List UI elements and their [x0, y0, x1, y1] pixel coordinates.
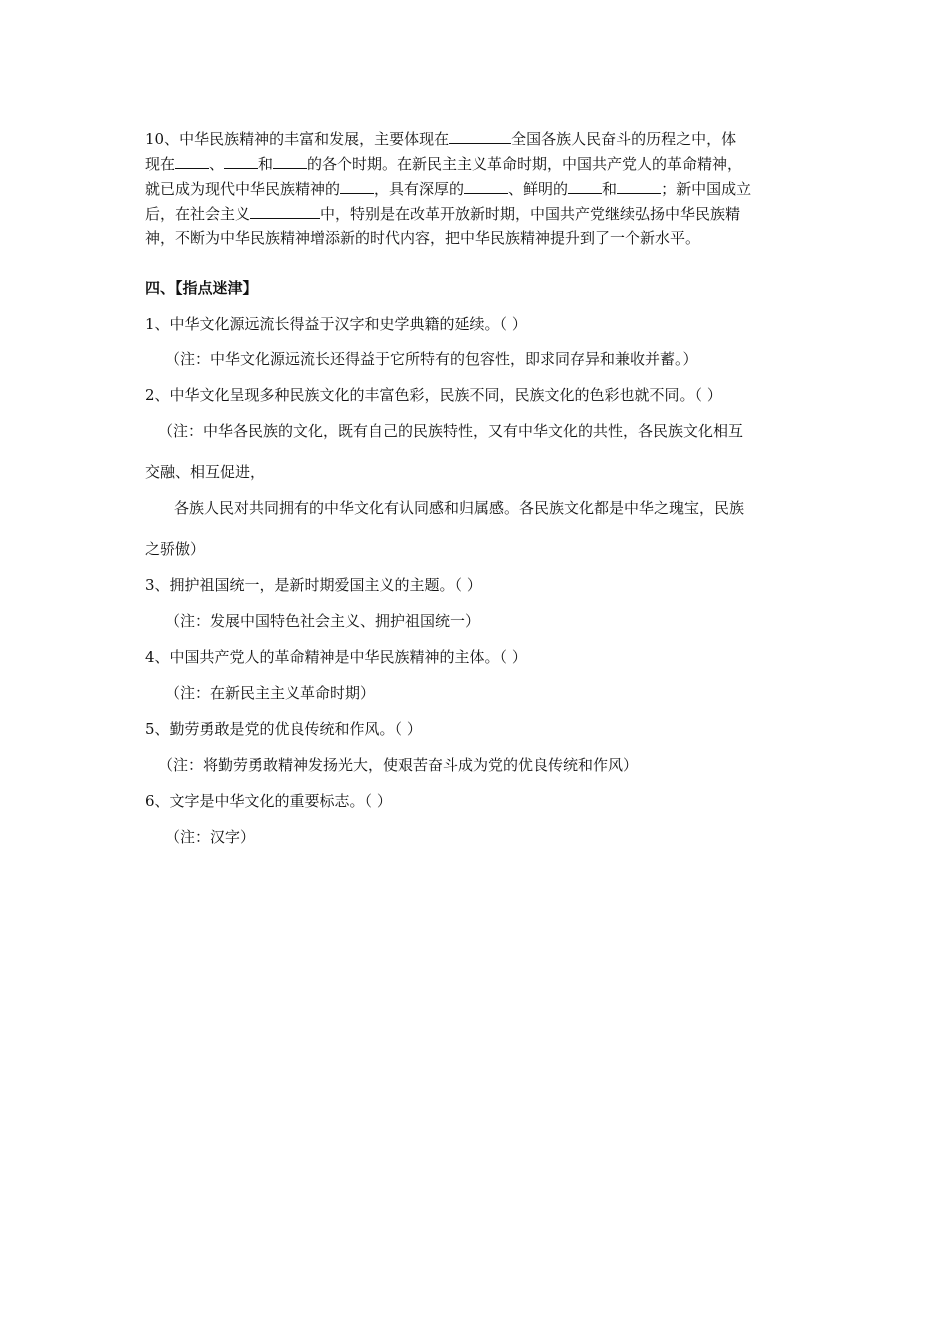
- item-5: 5、勤劳勇敢是党的优良传统和作风。（ ）: [145, 720, 422, 738]
- fill-blank[interactable]: [224, 153, 258, 169]
- q10-text: 就已成为现代中华民族精神的: [145, 180, 341, 198]
- fill-blank[interactable]: [273, 153, 307, 169]
- fill-blank[interactable]: [617, 178, 661, 194]
- q10-line-4: [145, 203, 815, 224]
- note-2-line-1: （注：中华各民族的文化，既有自己的民族特性，又有中华文化的共性，各民族文化相互: [158, 422, 744, 440]
- note-2-line-2: 交融、相互促进，: [145, 463, 266, 481]
- q10-text: ；新中国成立: [661, 180, 752, 198]
- item-6: 6、文字是中华文化的重要标志。（ ）: [145, 792, 392, 810]
- q10-text: 和: [258, 155, 274, 173]
- q10-line-5: [145, 228, 815, 248]
- q10-line-3: [145, 178, 815, 199]
- fill-blank[interactable]: [340, 178, 374, 194]
- note-2-line-4: 之骄傲）: [145, 540, 206, 558]
- q10-text: 现在: [145, 155, 176, 173]
- item-1: 1、中华文化源远流长得益于汉字和史学典籍的延续。（ ）: [145, 315, 527, 333]
- q10-text: 中，特别是在改革开放新时期，中国共产党继续弘扬中华民族精: [320, 205, 741, 223]
- q10-line-2: [145, 153, 815, 174]
- q10-line-1: [145, 128, 815, 149]
- fill-blank[interactable]: [568, 178, 602, 194]
- fill-blank[interactable]: [449, 128, 511, 144]
- fill-blank[interactable]: [464, 178, 508, 194]
- note-4: （注：在新民主主义革命时期）: [165, 684, 376, 702]
- item-2: 2、中华文化呈现多种民族文化的丰富色彩，民族不同，民族文化的色彩也就不同。（ ）: [145, 386, 722, 404]
- fill-blank[interactable]: [175, 153, 209, 169]
- note-5: （注：将勤劳勇敢精神发扬光大，使艰苦奋斗成为党的优良传统和作风）: [158, 756, 639, 774]
- item-3: 3、拥护祖国统一，是新时期爱国主义的主题。（ ）: [145, 576, 482, 594]
- note-3: （注：发展中国特色社会主义、拥护祖国统一）: [165, 612, 481, 630]
- q10-text: 全国各族人民奋斗的历程之中，体: [511, 130, 737, 148]
- q10-text: 、鲜明的: [508, 180, 569, 198]
- note-2-line-3: 各族人民对共同拥有的中华文化有认同感和归属感。各民族文化都是中华之瑰宝，民族: [174, 499, 745, 517]
- section-heading: 四、【指点迷津】: [145, 279, 258, 297]
- fill-blank[interactable]: [250, 203, 320, 219]
- q10-text: 神，不断为中华民族精神增添新的时代内容，把中华民族精神提升到了一个新水平。: [145, 229, 701, 247]
- q10-text: 、: [209, 155, 225, 173]
- item-4: 4、中国共产党人的革命精神是中华民族精神的主体。（ ）: [145, 648, 527, 666]
- note-6: （注：汉字）: [165, 828, 256, 846]
- q10-text: ，具有深厚的: [374, 180, 465, 198]
- note-1: （注：中华文化源远流长还得益于它所特有的包容性，即求同存异和兼收并蓄。）: [165, 350, 698, 368]
- q10-text: 的各个时期。在新民主主义革命时期，中国共产党人的革命精神，: [307, 155, 743, 173]
- q10-text: 10、中华民族精神的丰富和发展，主要体现在: [145, 130, 450, 148]
- q10-text: 和: [602, 180, 618, 198]
- q10-text: 后，在社会主义: [145, 205, 251, 223]
